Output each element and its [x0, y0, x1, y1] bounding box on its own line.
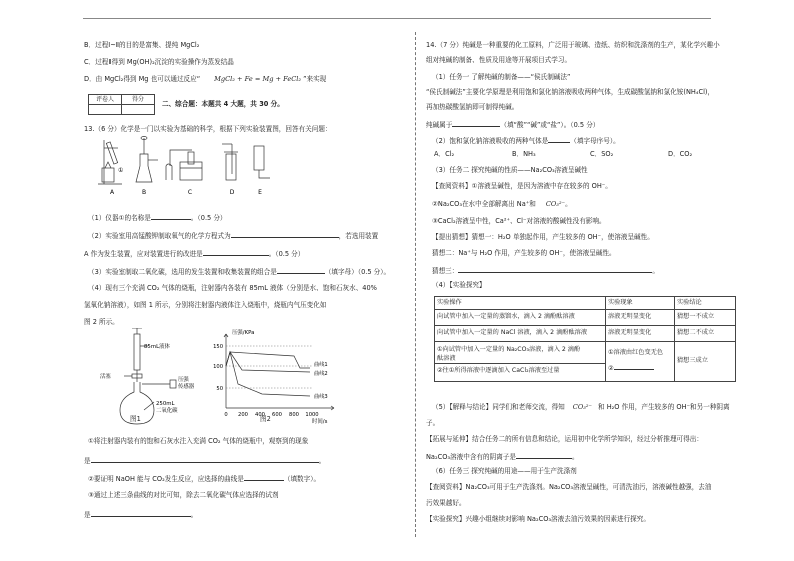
exp-row-3-step-2: ②往①所得溶液中逐滴加入 CaCl₂溶液至过量 [435, 363, 605, 376]
task-1-text-2: 再加热碳酸氢钠即可制得纯碱。 [426, 103, 519, 111]
task-2-end: （填字母序号）。 [570, 137, 620, 145]
exp-row-2-conclusion: 猜想二不成立 [675, 326, 736, 342]
hypothesis-2: 猜想二：Na⁺与 H₂O 作用，产生较多的 OH⁻，使溶液呈碱性。 [432, 249, 616, 257]
fig1-flask-volume: 250mL [156, 401, 175, 407]
fig1-liquid-label: 85mL液体 [144, 344, 170, 350]
exp-header-conclusion: 实验结论 [675, 297, 736, 310]
task-2 [432, 136, 620, 145]
fig1-sensor-label-1: 压强 [178, 377, 189, 383]
option-b-nh3: B．NH₃ [512, 150, 536, 158]
reference-2 [432, 201, 572, 208]
fig2-xtick-800: 800 [289, 412, 299, 418]
q13-4-1-end: 。 [318, 457, 326, 465]
task-3: （3）任务二 探究纯碱的性质——Na₂CO₃溶液呈碱性 [432, 166, 588, 174]
exp-row-3-step-1 [435, 342, 605, 363]
q13-4-2-blank[interactable] [244, 474, 284, 481]
q13-3-blank[interactable] [277, 267, 325, 274]
experiment-title: （4）【实验探究】 [432, 281, 486, 289]
explanation [432, 404, 730, 411]
apparatus-label-e: E [258, 189, 262, 196]
exp-row-2-phenomenon: 溶液无明显变化 [606, 326, 675, 342]
exp-row-1-operation: 向试管中加入一定量的蒸馏水，滴入 2 滴酚酞溶液 [435, 310, 606, 326]
question-13: 13.（6 分）化学是一门以实验为基础的科学，根据下列实验装置图，回答有关问题： [84, 125, 332, 133]
exp-row-3-operation [435, 342, 606, 382]
q13-3-text: （3）实验室制取二氧化碳，选用的发生装置和收集装置的组合是 [88, 268, 277, 276]
figure-1-syringe-flask [98, 328, 208, 428]
fig2-ylabel: 压强/KPa [232, 330, 255, 336]
q13-4-3: ③通过上述三条曲线的对比可知，除去二氧化碳气体应选择的试剂 [88, 491, 279, 499]
exp-header-operation: 实验操作 [435, 297, 606, 310]
q13-2-text-b: ，若选用装置 [338, 232, 379, 240]
fig2-xtick-1000: 1000 [305, 412, 319, 418]
q13-4-2-text: ②要证明 NaOH 能与 CO₂发生反应，应选择的曲线是 [88, 475, 244, 483]
task-1-q-end: （填“酸”“碱”或“盐”）。（0.5 分） [500, 121, 600, 129]
q13-4-3-blank[interactable] [91, 510, 191, 517]
q13-2-cont [84, 249, 304, 258]
experiment-2: 【实验探究】兴趣小组继续对影响 Na₂CO₃溶液去油污效果的因素进行探究。 [426, 515, 650, 523]
score-cell-grader[interactable] [89, 105, 122, 115]
fig2-curve-2-label: 曲线2 [314, 371, 328, 377]
fig2-xlabel: 时间/s [312, 419, 328, 424]
extension-2 [426, 452, 579, 461]
option-d [84, 76, 326, 83]
exp-row-3-phenomenon [606, 342, 675, 382]
option-c: C．过程Ⅱ得到 Mg(OH)₂沉淀的实验操作为蒸发结晶 [84, 58, 234, 66]
score-cell-score[interactable] [122, 105, 155, 115]
exp-row-1-conclusion: 猜想一不成立 [675, 310, 736, 326]
exp-row-3-step-1-b: 酞溶液 [437, 355, 456, 362]
figure-2-caption: 图2 [260, 415, 271, 423]
question-14-cont: 组对纯碱的制备、性质及用途等开展项目式学习。 [426, 56, 572, 64]
option-d-text: D．由 MgCl₂得到 Mg 也可以通过反应“ [84, 75, 201, 83]
q13-4-1: ①将注射器内装有的饱和石灰水注入充满 CO₂ 气体的烧瓶中，观察到的现象 [88, 437, 309, 445]
task-1: （1）任务一 了解纯碱的制备——“侯氏制碱法” [432, 73, 571, 81]
reference-3: ③CaCl₂溶液呈中性，Ca²⁺、Cl⁻对溶液的酸碱性没有影响。 [432, 217, 606, 225]
q13-4-line-3: 图 2 所示。 [84, 318, 119, 326]
q13-2-end: 。（0.5 分） [268, 250, 305, 258]
q13-4-1-prefix: 是 [84, 457, 91, 465]
apparatus-label-b: B [141, 189, 147, 196]
q13-4-3-answer [84, 510, 197, 519]
exp-row-3-phenomenon-2-marker: ② [608, 365, 614, 372]
q13-2 [88, 231, 378, 240]
q13-3 [88, 267, 390, 276]
exp-row-3-conclusion: 猜想三成立 [675, 342, 736, 382]
table-row [435, 342, 736, 382]
fig1-sensor-label-2: 传感器 [178, 384, 195, 390]
q13-4-3-end: 。 [190, 511, 198, 519]
score-header-score: 得分 [122, 95, 155, 105]
hypothesis-1: 【提出猜想】猜想一：H₂O 单独起作用，产生较多的 OH⁻，使溶液呈碱性。 [432, 233, 654, 241]
carbonate-ion-formula-2: CO₃²⁻ [572, 403, 592, 411]
apparatus-label-c: C [187, 189, 193, 196]
q13-4-line-2: 氢氧化钠溶液），如图 1 所示，分别将注射器内液体注入烧瓶中，烧瓶内气压变化如 [84, 301, 327, 309]
explanation-end: 子。 [426, 419, 440, 427]
q13-1 [88, 213, 227, 222]
q13-4-line-1: （4）现有三个充满 CO₂ 气体的烧瓶，注射器内各装有 85mL 液体（分别是水、饱和石灰水、40% [88, 284, 377, 292]
q13-4-3-prefix: 是 [84, 511, 91, 519]
exp-row-3-phenomenon-1: ①溶液由红色变无色 [608, 349, 664, 356]
fig2-xtick-600: 600 [272, 412, 282, 418]
exp-row-3-phenomenon-2 [606, 361, 674, 374]
option-d-equation: MgCl₂ + Fe = Mg + FeCl₂ [214, 75, 302, 83]
extension-2-text: Na₂CO₃溶液中含有的阴离子是 [426, 453, 516, 461]
q13-1-blank[interactable] [151, 213, 191, 220]
fig2-xtick-400: 400 [255, 412, 265, 418]
figure-1-caption: 图1 [130, 415, 141, 423]
task-1-question [426, 120, 599, 129]
header-rule [83, 18, 711, 19]
extension-1: 【拓展与延伸】结合任务二的所有信息和结论，运用初中化学所学知识，经过分析推理可得出： [426, 435, 703, 443]
extension-2-end: 。 [572, 453, 579, 461]
q13-3-end: （填字母）（0.5 分）。 [324, 268, 391, 276]
q13-4-1-answer [84, 456, 325, 465]
fig1-stopcock-label: 活塞 [100, 374, 111, 380]
column-divider [415, 32, 416, 537]
option-d-co2: D．CO₂ [668, 150, 693, 158]
table-row [435, 310, 736, 326]
apparatus-marker-1: ① [118, 167, 124, 174]
task-6: （6）任务三 探究纯碱的用途——用于生产洗涤剂 [432, 467, 577, 475]
q13-2-blank-1[interactable] [231, 231, 339, 238]
hypothesis-3 [432, 266, 659, 275]
task-1-text-1: “侯氏制碱法”主要化学原理是利用饱和氯化钠溶液吸收两种气体，生成碳酸氢钠和氯化铵(NH₄Cl)， [426, 88, 715, 96]
carbonate-ion-formula: CO₃²⁻ [545, 200, 566, 208]
task-2-blank[interactable] [548, 136, 570, 143]
hypothesis-3-text: 猜想三： [432, 267, 459, 275]
exp-row-3-step-1-a: ①向试管中加入一定量的 Na₂CO₃溶液，滴入 2 滴酚 [437, 346, 581, 353]
option-b: B．过程Ⅰ~Ⅱ的目的是富集、提纯 MgCl₂ [84, 41, 200, 49]
exp-row-2-operation: 向试管中加入一定量的 NaCl 溶液，滴入 2 滴酚酞溶液 [435, 326, 606, 342]
exp-row-1-phenomenon: 溶液无明显变化 [606, 310, 675, 326]
apparatus-label-d: D [229, 189, 235, 196]
experiment-table [434, 296, 736, 382]
q13-2-text-c: A 作为发生装置，应对装置进行的改进是 [84, 250, 203, 258]
fig2-ytick-150: 150 [213, 344, 223, 350]
q13-2-blank-2[interactable] [203, 249, 269, 256]
q13-1-end: 。（0.5 分） [190, 214, 227, 222]
q13-4-1-blank[interactable] [91, 456, 319, 463]
q13-4-2 [88, 474, 320, 483]
reference-4-cont: 污效果越好。 [426, 499, 466, 507]
task-1-q-text: 纯碱属于 [426, 121, 453, 129]
fig2-curve-1-label: 曲线1 [314, 362, 328, 368]
reference-2-text: ②Na₂CO₃在水中全部解离出 Na⁺和 [432, 200, 536, 208]
fig1-flask-gas: 二氧化碳 [156, 408, 178, 414]
fig2-xtick-0: 0 [224, 412, 228, 418]
score-box [88, 94, 155, 115]
q13-4-2-end: （填数字）。 [283, 475, 321, 483]
task-1-blank[interactable] [452, 120, 500, 127]
task-2-text: （2）饱和氯化钠溶液吸收的两种气体是 [432, 137, 549, 145]
explanation-text: （5）【解释与结论】同学们和老师交流，得知 [432, 403, 565, 411]
fig2-xtick-200: 200 [238, 412, 248, 418]
q13-1-text: （1）仪器①的名称是 [88, 214, 151, 222]
option-c-so2: C．SO₂ [590, 150, 614, 158]
hypothesis-3-end: 。 [652, 267, 659, 275]
apparatus-figure [96, 136, 286, 196]
table-row [435, 326, 736, 342]
figure-2-pressure-chart [202, 328, 352, 424]
exp-header-phenomenon: 实验现象 [606, 297, 675, 310]
fig2-curve-3-label: 曲线3 [314, 394, 328, 400]
score-header-grader: 评卷人 [89, 95, 122, 105]
fig2-ytick-50: 50 [216, 386, 223, 392]
reference-1: 【查阅资料】①溶液呈碱性，是因为溶液中存在较多的 OH⁻。 [432, 182, 612, 190]
option-d-end: ”来实现 [303, 75, 327, 83]
apparatus-label-a: A [109, 189, 115, 196]
section-2-title: 二、综合题：本题共 4 大题，共 30 分。 [162, 100, 284, 108]
reference-2-end: 。 [565, 200, 572, 208]
hypothesis-3-blank[interactable] [458, 266, 652, 273]
explanation-text-2: 和 H₂O 作用，产生较多的 OH⁻和另一种阴离 [598, 403, 730, 411]
reference-4: 【查阅资料】Na₂CO₃可用于生产洗涤剂。Na₂CO₃溶液呈碱性，可清洗油污，溶液碱性越强，去油 [426, 483, 712, 491]
q13-2-text: （2）实验室用高锰酸钾制取氧气的化学方程式为 [88, 232, 231, 240]
option-a-cl2: A．Cl₂ [434, 150, 455, 158]
exp-row-3-phenomenon-blank[interactable] [614, 363, 654, 370]
question-14: 14.（7 分）纯碱是一种重要的化工原料，广泛用于玻璃、造纸、纺织和洗涤剂的生产，某化学兴趣小 [426, 41, 720, 49]
extension-blank[interactable] [516, 452, 572, 459]
fig2-ytick-100: 100 [213, 364, 223, 370]
